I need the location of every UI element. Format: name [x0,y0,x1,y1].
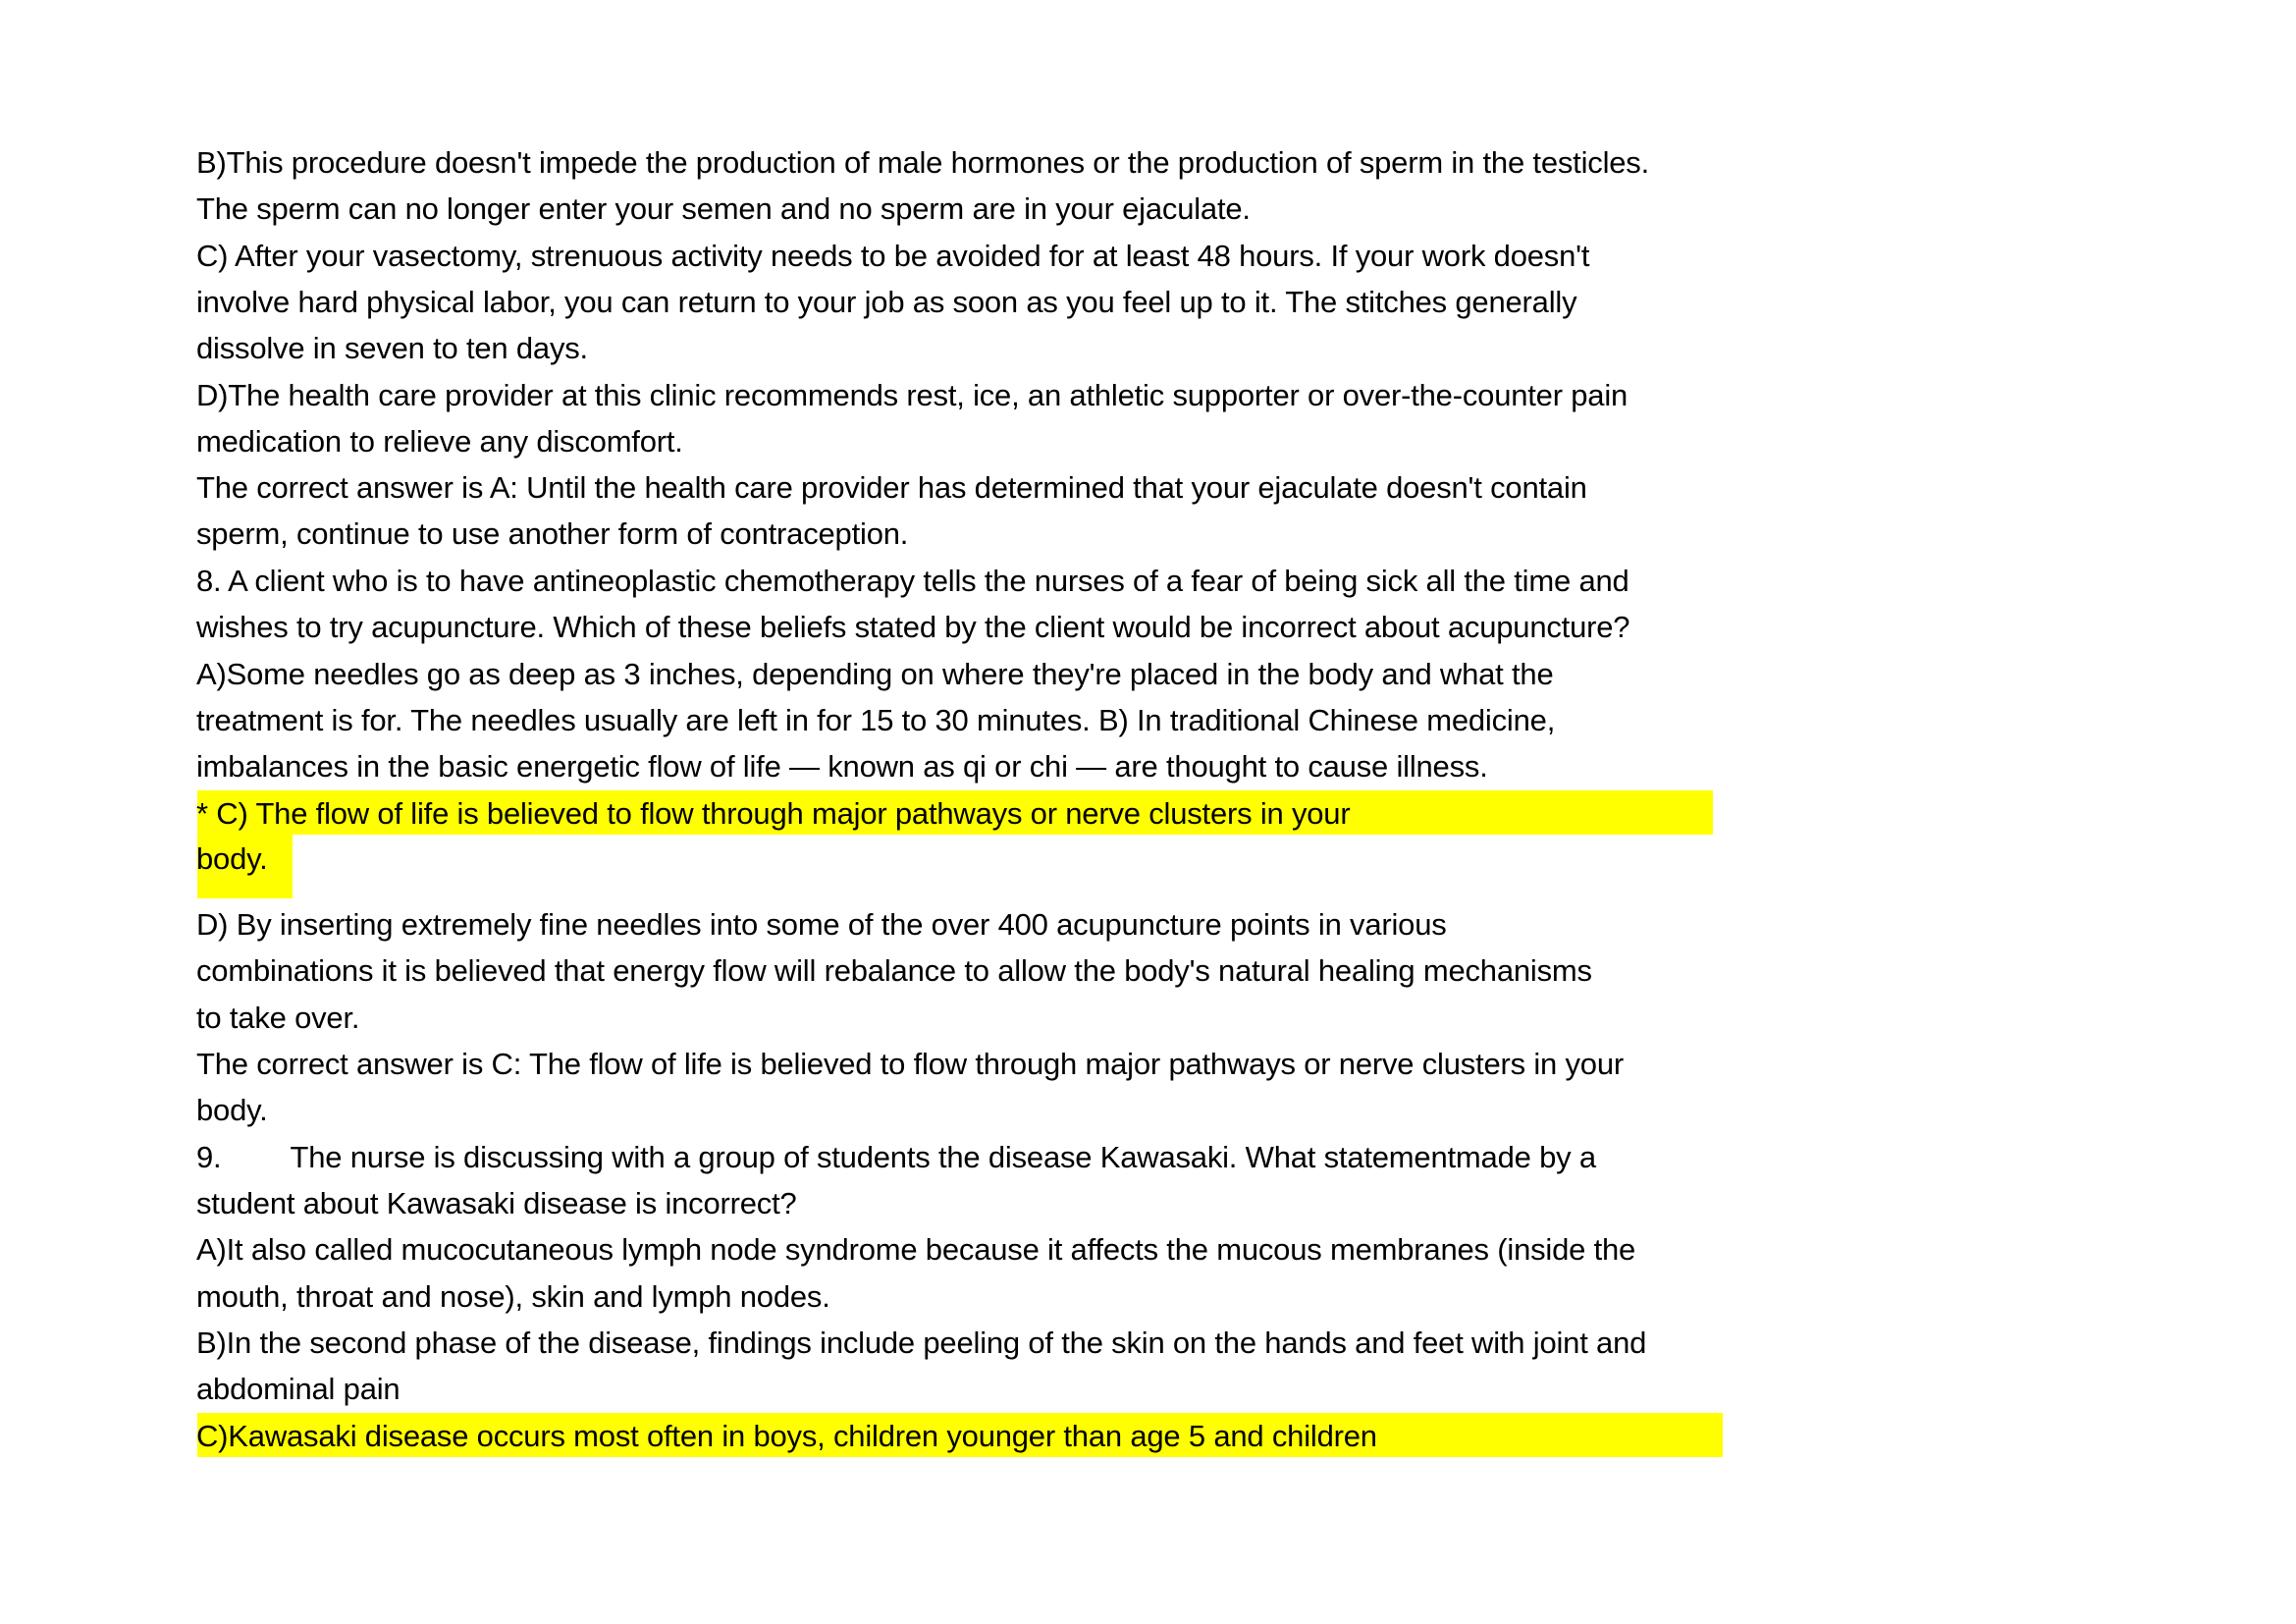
text-line: body. [196,1093,268,1127]
text-line: B)This procedure doesn't impede the production of male hormones or the production of sperm in the testicles. [196,145,1650,180]
text-line: C) After your vasectomy, strenuous activity needs to be avoided for at least 48 hours. If your work doesn't [196,239,1590,273]
text-line: The sperm can no longer enter your semen and no sperm are in your ejaculate. [196,191,1251,226]
text-line: to take over. [196,1001,360,1035]
question-number: 9. [196,1140,222,1174]
text-line: involve hard physical labor, you can return to your job as soon as you feel up to it. The stitches generally [196,285,1577,319]
text-line: 8. A client who is to have antineoplastic chemotherapy tells the nurses of a fear of being sick all the time and [196,564,1629,598]
text-line: treatment is for. The needles usually are left in for 15 to 30 minutes. B) In traditional Chinese medicine, [196,703,1556,737]
question-line [196,1134,1596,1180]
text-line: The correct answer is C: The flow of life is believed to flow through major pathways or nerve clusters in your [196,1047,1625,1081]
text-line: dissolve in seven to ten days. [196,331,588,365]
text-line: student about Kawasaki disease is incorrect? [196,1186,797,1220]
text-line: A)It also called mucocutaneous lymph node syndrome because it affects the mucous membranes (inside the [196,1232,1636,1267]
highlighted-text-line: * C) The flow of life is believed to flow through major pathways or nerve clusters in your [196,796,1351,831]
text-line: D)The health care provider at this clinic recommends rest, ice, an athletic supporter or over-the-counter pain [196,378,1629,412]
text-line: A)Some needles go as deep as 3 inches, depending on where they're placed in the body and what the [196,657,1554,691]
text-line: sperm, continue to use another form of contraception. [196,516,909,551]
text-line: D) By inserting extremely fine needles into some of the over 400 acupuncture points in various [196,907,1447,942]
text-line: imbalances in the basic energetic flow of life — known as qi or chi — are thought to cause illness. [196,749,1488,784]
highlighted-text-line: C)Kawasaki disease occurs most often in boys, children younger than age 5 and children [196,1419,1377,1453]
text-line: The correct answer is A: Until the health care provider has determined that your ejaculate doesn't contain [196,470,1587,505]
text-line: B)In the second phase of the disease, findings include peeling of the skin on the hands and feet with joint and [196,1326,1647,1360]
text-line: combinations it is believed that energy flow will rebalance to allow the body's natural healing mechanisms [196,953,1592,988]
text-line: wishes to try acupuncture. Which of these beliefs stated by the client would be incorrect about acupuncture? [196,610,1630,644]
question-text: The nurse is discussing with a group of students the disease Kawasaki. What statementmade by a [290,1140,1596,1174]
text-line: medication to relieve any discomfort. [196,424,683,459]
text-line: mouth, throat and nose), skin and lymph nodes. [196,1279,830,1314]
text-line: abdominal pain [196,1372,400,1406]
highlighted-text-line: body. [196,841,268,876]
